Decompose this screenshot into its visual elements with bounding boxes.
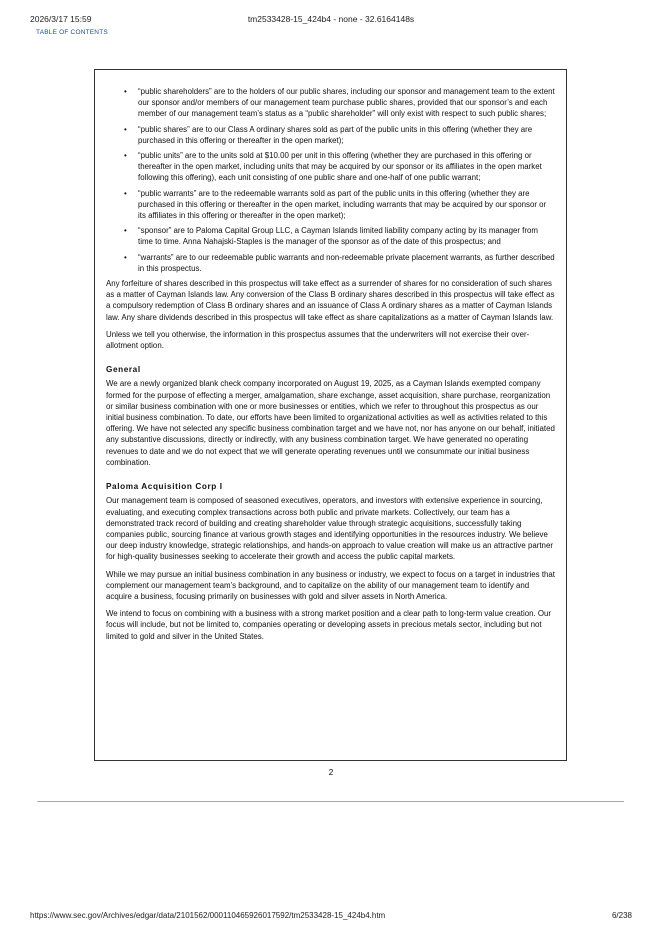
- footer-url: https://www.sec.gov/Archives/edgar/data/2101562/000110465926017592/tm2533428-15_424b4.htm: [30, 911, 386, 920]
- definition-public-shareholders: • “public shareholders” are to the holders of our public shares, including our sponsor and management team to the extent our sponsor and/or members of our management team purchase public shares, provided that our sponsor’s and each member of our management team’s status as a “public shareholder” will only exist with respect to such public shares;: [138, 86, 555, 120]
- forfeiture-paragraph: Any forfeiture of shares described in this prospectus will take effect as a surrender of shares for no consideration of such shares as a matter of Cayman Islands law. Any conversion of the Class B ordinary shares described in this prospectus will take effect as a compulsory redemption of Class B ordinary shares and an issuance of Class A ordinary shares as a matter of Cayman Islands law. Any share dividends described in this prospectus will take effect as share capitalizations as a matter of Cayman Islands law.: [106, 279, 555, 322]
- page-divider: [37, 801, 624, 802]
- table-of-contents-link[interactable]: TABLE OF CONTENTS: [36, 29, 108, 36]
- prospectus-page: [94, 69, 567, 761]
- page-number: 2: [328, 768, 334, 777]
- definition-sponsor: • “sponsor” are to Paloma Capital Group LLC, a Cayman Islands limited liability company acting by its manager from time to time. Anna Nahajski-Staples is the manager of the sponsor as of the date of this prospectus; and: [138, 225, 555, 247]
- print-datetime: 2026/3/17 15:59: [30, 14, 92, 24]
- definition-public-warrants: • “public warrants” are to the redeemable warrants sold as part of the public units in this offering (whether they are purchased in this offering or thereafter in the open market, including warrants that may be acquired by our sponsor or its affiliates in this offering or thereafter in the open market);: [138, 188, 555, 222]
- paloma-heading: Paloma Acquisition Corp I: [106, 482, 223, 492]
- management-team-paragraph: Our management team is composed of seasoned executives, operators, and investors with extensive experience in sourcing, evaluating, and executing complex transactions across both public and private markets. Collectively, our team has a demonstrated track record of building and creating shareholder value through strategic acquisitions, successfully taking companies public, sourcing finance at various growth stages and identifying opportunities in the resources industry. We believe our deep industry knowledge, strategic relationships, and hands-on approach to value creation will make us an attractive partner for high-quality businesses seeking to accelerate their growth and access the public capital markets.: [106, 496, 553, 562]
- definition-warrants: • “warrants” are to our redeemable public warrants and non-redeemable private placement warrants, as further described in this prospectus.: [138, 252, 555, 274]
- general-paragraph: We are a newly organized blank check company incorporated on August 19, 2025, as a Cayman Islands exempted company formed for the purpose of effecting a merger, amalgamation, share exchange, asset acquisition, share purchase, reorganization or similar business combination with one or more businesses or entities, which we refer to throughout this prospectus as our initial business combination. To date, our efforts have been limited to organizational activities as well as activities related to this offering. We have not selected any specific business combination target and we have not, nor has anyone on our behalf, initiated any substantive discussions, directly or indirectly, with any business combination target. We have generated no operating revenues to date and we do not expect that we will generate operating revenues until we consummate our initial business combination.: [106, 379, 555, 467]
- definition-public-shares: • “public shares” are to our Class A ordinary shares sold as part of the public units in this offering (whether they are purchased in this offering or thereafter in the open market);: [138, 124, 555, 146]
- definitions-list: [106, 86, 555, 274]
- footer-page-counter: 6/238: [611, 911, 632, 920]
- industry-focus-paragraph: While we may pursue an initial business combination in any business or industry, we expect to focus on a target in industries that complement our management team’s background, and to capitalize on the ability of our management team to identify and acquire a business, focusing primarily on businesses with gold and silver assets in North America.: [106, 569, 555, 601]
- target-focus-paragraph: We intend to focus on combining with a business with a strong market position and a clear path to long-term value creation. Our focus will include, but not be limited to, companies operating or developing assets in precious metals sector, including but not limited to gold and silver in the United States.: [106, 609, 552, 641]
- general-heading: General: [106, 365, 141, 375]
- definition-public-units: • “public units” are to the units sold at $10.00 per unit in this offering (whether they are purchased in this offering or thereafter in the open market, including units that may be acquired by our sponsor or its affiliates in the open market following this offering), each unit consisting of one public share and one-half of one public warrant;: [138, 150, 555, 184]
- print-document-title: tm2533428-15_424b4 - none - 32.6164148s: [247, 14, 415, 24]
- over-allotment-paragraph: Unless we tell you otherwise, the information in this prospectus assumes that the underwriters will not exercise their over-allotment option.: [106, 329, 530, 351]
